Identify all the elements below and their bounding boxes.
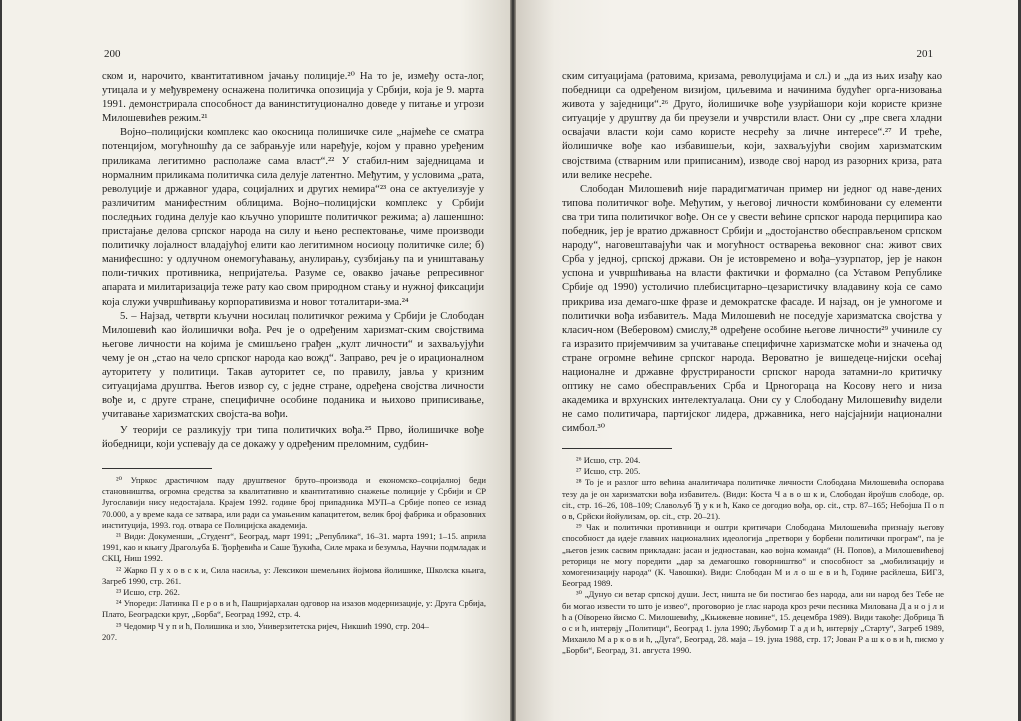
footnote: ²⁸ То је и разлог што већина аналитичара политичке личности Слободана Милошевића оспорава тезу да је он харизматски вођа избавитељ. (Види: Коста Ч а в о ш к и, Слободан йроўшв слободе, op. cit., стр. 16–26, 108–109; Славољуб Ђ у к и ћ, Како се догодио вођа, op. cit., стр. 87–165; Небојша П о п о в, Срйски йойулизам, op. cit., стр. 20–21). [562,477,944,522]
page-right [514,0,1021,721]
footnote: ²¹ Види: Докуменши, „Студент“, Београд, март 1991; „Република“, 16–31. марта 1991; 1–15. априла 1991, као и књигу Драгољуба Б. Ђорђевића и Саше Ђукића, Силе мрака и безумља, Научни подмладак и СКЦ, Ниш 1992. [102,531,486,564]
footnote-rule [562,448,672,449]
page-number-right: 201 [916,48,933,60]
paragraph: Војно–полицијски комплекс као окосница полишичке силе „најмеће се сматра потенцијом, могућношћу да се забрањује или наређује, којом у правно уређеним приликама легитимно располаже сама власт“.²² У стабил-ним заједницама и нормалним приликама политичка сила делује латентно. Међутим, у условима „рата, револуције и државног удара, социјалних и других немира“²³ она се актуелизује у различитим манифестним облицима. Војно–полицијски комплекс у Србији последњих година делује као кључно упориште политичког режима; а) лашеншно: пристајање делова српског народа на силу и њено респектовање, чиме производи политичку лојалност владајућој елити као легитимном носиоцу политичке силе; б) манифесшно: у одлучном онемогућавању, анулирању, сузбијању па и уништавању поли-тичких противника, непријатеља. Разуме се, овакво јачање репресивног апарата и милитаризација теже рату као свом природном стању и нужној фиксацији која служи учвршћивању корпоративизма и новог тоталитари-зма.²⁴ [102,127,484,308]
footnote: ²⁹ Чак и политички противници и оштри критичари Слободана Милошевића признају његову способност да идеје главних националних идеологија „претвори у борбени политички програм“, па је „његов језик сасвим прикладан: јасан и једноставан, као војна команда“ (Н. Попов), а Милошевићевој реторици не могу поредити „дар за демагошко говорништво“ и способност за „мобилизацију и хомогенизацију народа“ (К. Чавошки). Види: Слободан М и л о ш е в и ћ, Године расйлеша, БИГЗ, Београд 1989. [562,522,944,589]
book-edge-left [0,0,2,721]
footnote: ²⁷ Исшо, стр. 205. [576,466,641,477]
footnote: ²⁰ Упркос драстичном паду друштвеног бруто–производа и економско–социјалној беди становништва, огромна средства за квалитативно и квантитативно снажење полиције у Србији и СР Југославији нису недостајала. Крајем 1992. године број припадника МУП–а Србије попео се изнад 70.000, а у време када се затвара, или ради са умањеним капацитетом, велик број фабрика и образовних институција, 1993. год. отвара се Полицијска академија. [102,475,486,530]
footnote: ²⁵ Чедомир Ч у п и ћ, Полишика и зло, Универзитетска ријеч, Никшић 1990, стр. 204– [116,620,429,631]
paragraph: 5. – Најзад, четврти кључни носилац политичког режима у Србији је Слободан Милошевић као йолишички вођа. Реч је о одређеним харизмат-ским својствима његове личности на којима је смишљено грађен „култ личности“ и захваљујући чему је он „стао на чело српског народа као вожд“. Заправо, реч је о ирационалном ауторитету у политици. Такав ауторитет се, по правилу, јавља у кризним ситуацијама друштва. Његов извор су, с једне стране, одређена својства личности вође и, с друге стране, специфичне особине поданика и њихово приписивање, учитавање харизматских својста-ва вођи. [102,310,484,421]
footnote: ³⁰ „Дунуо си ветар српској души. Јест, ништа не би постигао без народа, али ни народ без Тебе не би могао извести то што је извео“, проговорио је глас народа кроз речи песника Милована Д а н о ј л и ћ а (Оїворено йисмо С. Милошевићу, „Књижевне новине“, 15. децембра 1989). Види такође: Добрица Ћ о с и ћ, интервју „Политици“, Београд 1. јула 1990; Љубомир Т а д и ћ, интервју „Старту“, Загреб 1989, Михаило М а р к о в и ћ, „Дуга“, Београд, 28. маја – 19. јуна 1988, стр. 17; Јован Р а ш к о в и ћ, писмо у „Борби“, Београд, 31. августа 1990. [562,589,944,656]
main-text-right [562,70,942,436]
book-gutter [510,0,516,721]
footnote: ²³ Исшо, стр. 262. [116,587,180,598]
footnote-continuation: 207. [102,631,118,642]
footnote: ²⁴ Упореди: Латинка П е р о в и ћ, Пашријархалан одговор на изазов модернизације, у: Друга Србија, Плато, Београдски круг, „Борба“, Београд 1992, стр. 4. [102,598,486,620]
footnote-rule [102,468,212,469]
paragraph: ском и, нарочито, квантитативном јачању полиције.²⁰ На то је, између оста-лог, утицала и у међувремену оснажена политичка опозиција у Србији, која је 9. марта 1991. демонстрирала способност да ванинституционално доведе у питање и угрози Милошевићев режим.²¹ [102,71,484,125]
main-text-left [102,70,484,453]
paragraph: ским ситуацијама (ратовима, кризама, револуцијама и сл.) и „да из њих изађу као победници са одређеном визијом, циљевима и начинима будућег орга-низовања живота у заједници“.²⁶ Друго, йолишичке вође узурйашори који користе кризне ситуације у друштву да би преузели и учврстили власт. Они су „пре свега хладни освајачи власти који само користе несрећу за личне интересе“.²⁷ И треће, йолишичке вође као избавишељи, који, захваљујући својим харизматским својствима (стварним или приписаним), изводе свој народ из разорних криза, рата или велике несреће. [562,71,942,181]
footnote: ²⁶ Исшо, стр. 204. [576,455,641,465]
footnotes-left [102,468,486,643]
paragraph: Слободан Милошевић није парадигматичан пример ни једног од наве-дених типова политичког вође. Међутим, у његовој личности комбиновани су елементи сва три типа политичког вође. Он се у свести већине српског народа перципира као победник, јер је вратио државност Србији и „достојанство обесправљеном српском народу“, наговештавајући чак и могућност остварења вековног сна: живот свих Срба у једној, српској држави. Он је истовремено и вођа–узурпатор, јер је након успона и учвршћивања на власти фактички и формално (са Уставом Републике Србије од 1990) устоличио плебисцитарно–цезаристичку владавину која се само прикрива иза демаго-шке фразе и демократске фасаде. И најзад, он је умногоме и политички вођа избавитељ. Мада Милошевић не поседује харизматска својства у класич-ном (Веберовом) смислу,²⁸ одређене особине његове личности²⁹ учиниле су га изразито пријемчивим за учитавање специфичне харизматске моћи и значења од стране огромне већине српског народа. Вероватно је вишедеце-нијски осећај националне и државне фрустрираности српског народа затамни-ло критичку оптику не само обесправљених Срба и Црногораца на Косову него и низа академика и врхунских интелектуалаца. Они су у Слободану Милошевићу видели не само политичара, партијског лидера, државника, него најсјајнији национални симбол.³⁰ [562,183,942,435]
footnotes-right [562,448,944,657]
footnote: ²² Жарко П у х о в с к и, Сила насиља, у: Лексикон шемељних йојмова йолишике, Школска књига, Загреб 1990, стр. 261. [102,564,486,586]
paragraph: У теорији се разликују три типа политичких вођа.²⁵ Прво, йолишичке вође йобедници, који успевају да се докажу у одређеним преломним, судбин- [102,425,484,451]
page-number-left: 200 [104,48,121,60]
